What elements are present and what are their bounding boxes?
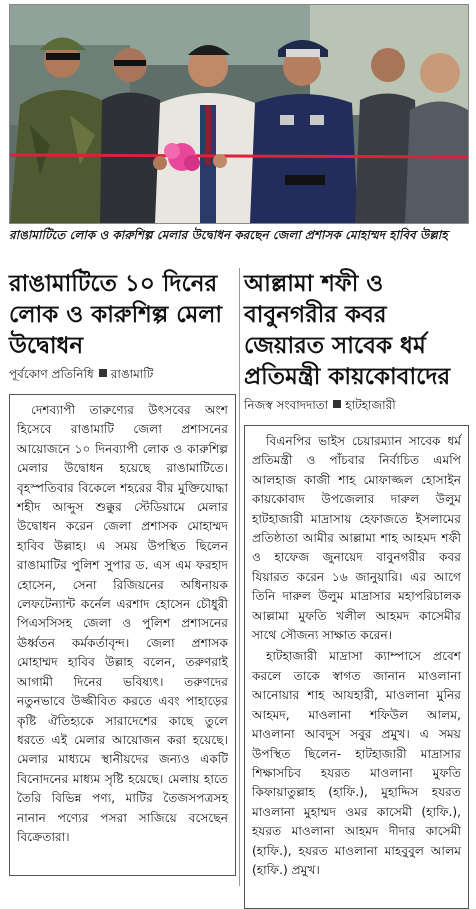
left-byline <box>9 366 236 386</box>
left-headline: রাঙামাটিতে ১০ দিনের লোক ও কারুশিল্প মেলা উদ্বোধন <box>9 270 223 359</box>
right-article <box>244 268 469 909</box>
square-bullet-icon <box>333 400 341 408</box>
left-paragraph-1: দেশব্যাপী তারুণ্যের উৎসবের অংশ হিসেবে রাঙামাটি জেলা প্রশাসনের আয়োজনে ১০ দিনব্যাপী লোক ও কারুশিল্প মেলার উদ্বোধন হয়েছে রাঙামাটিতে। বৃহস্পতিবার বিকেলে শহরের বীর মুক্তিযোদ্ধা শহীদ আব্দুস শুক্কুর স্টেডিয়ামে মেলার উদ্বোধন করেন জেলা প্রশাসক মোহাম্মদ হাবিব উল্লাহ। এ সময় উপস্থিত ছিলেন রাঙামাটির পুলিশ সুপার ড. এস এম ফরহাদ হোসেন, সেনা রিজিয়নের অধিনায়ক লেফটেন্যান্ট কর্নেল এরশাদ হোসেন চৌধুরী পিএসসিসহ জেলা ও পুলিশ প্রশাসনের ঊর্ধ্বতন কর্মকর্তাবৃন্দ। জেলা প্রশাসক মোহাম্মদ হাবিব উল্লাহ বলেন, তরুণরাই আগামী দিনের ভবিষ্যৎ। তরুণদের নতুনভাবে উজ্জীবিত করতে এবং পাহাড়ের কৃষ্টি ঐতিহ্যকে সারাদেশের কাছে তুলে ধরতে এই মেলার আয়োজন করা হয়েছে। মেলার মাধ্যমে স্থানীয়দের জন্যও একটি বিনোদনের মাধ্যম সৃষ্টি হয়েছে। মেলায় হাতে তৈরি বিভিন্ন পণ্য, মাটির তৈজসপত্রসহ নানান পণ্যের পসরা সাজিয়ে বসেছেন বিক্রেতারা। <box>17 403 228 844</box>
right-headline: আল্লামা শফী ও বাবুনগরীর কবর জেয়ারত সাবেক ধর্ম প্রতিমন্ত্রী কায়কোবাদের <box>244 270 451 390</box>
right-byline <box>244 397 469 417</box>
photo-caption: রাঙামাটিতে লোক ও কারুশিল্প মেলার উদ্বোধন করছেন জেলা প্রশাসক মোহাম্মদ হাবিব উল্লাহ <box>9 228 448 242</box>
right-byline-source: নিজস্ব সংবাদদাতা <box>244 398 329 412</box>
right-paragraph-1: বিএনপির ভাইস চেয়ারম্যান সাবেক ধর্ম প্রতিমন্ত্রী ও পাঁচবার নির্বাচিত এমপি আলহাজ কাজী শাহ মোফাজ্জল হোসাইন কায়কোবাদ উপজেলার দারুল উলুম হাটহাজারী মাদ্রাসায় হেফাজতে ইসলামের প্রতিষ্ঠাতা আমীর আল্লামা শাহ আহমদ শফী ও হাফেজ জুনায়েদ বাবুনগরীর কবর যিয়ারত করেন ১৬ জানুয়ারি। এর আগে তিনি দারুল উলুম মাদ্রাসার মহাপরিচালক আল্লামা মুফতি খলীল আহমদ কাসেমীর সাথে সৌজন্য সাক্ষাত করেন। <box>252 434 461 643</box>
right-article-body <box>244 425 469 909</box>
right-byline-place: হাটহাজারী <box>345 398 396 412</box>
column-divider <box>239 268 240 886</box>
news-photo <box>9 4 469 224</box>
left-byline-place: রাঙামাটি <box>110 367 154 381</box>
left-article-body <box>9 394 236 876</box>
ribbon-cutting-photo <box>10 5 468 223</box>
left-article <box>9 268 236 876</box>
square-bullet-icon <box>99 369 107 377</box>
left-byline-source: পূর্বকোণ প্রতিনিধি <box>9 367 94 381</box>
right-paragraph-2: হাটহাজারী মাদ্রাসা ক্যাম্পাসে প্রবেশ করলে তাকে স্বাগত জানান মাওলানা আনোয়ার শাহ আযহারী, মাওলানা মুনির আহমদ, মাওলানা শফিউল আলম, মাওলানা আবদুস সবুর প্রমুখ। এ সময় উপস্থিত ছিলেন- হাটহাজারী মাদ্রাসার শিক্ষাসচিব হযরত মাওলানা মুফতি কিফায়াতুল্লাহ (হাফি.), মুহাদ্দিস হযরত মাওলানা মুহাম্মদ ওমর কাসেমী (হাফি.), হযরত মাওলানা আহমদ দীদার কাসেমী (হাফি.), হযরত মাওলানা মাহবুবুল আলম (হাফি.) প্রমুখ। <box>252 649 461 877</box>
